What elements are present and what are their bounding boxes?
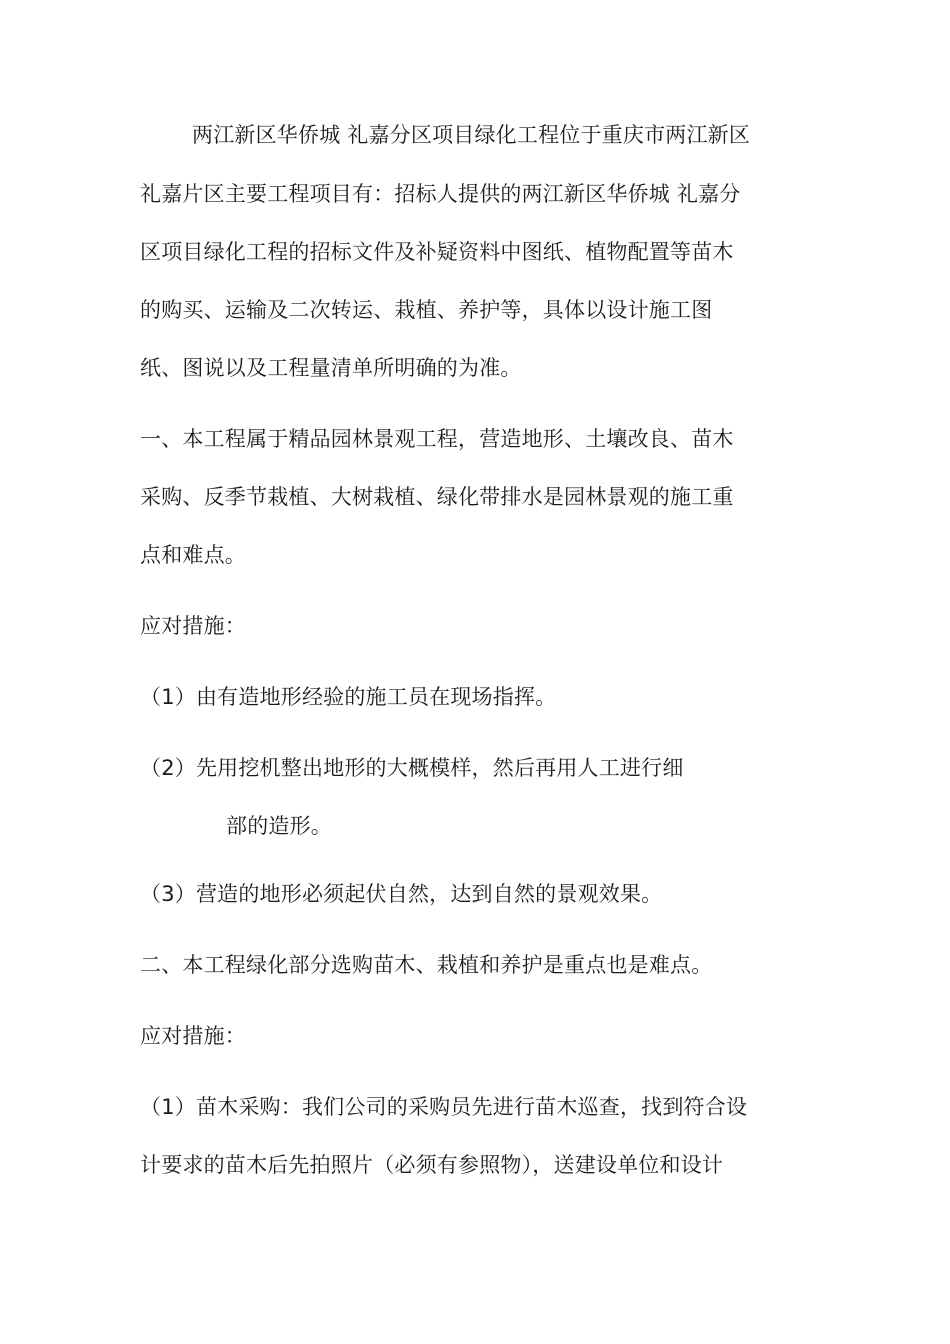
measure-1-2-line-1: （2）先用挖机整出地形的大概模样，然后再用人工进行细 xyxy=(140,756,684,780)
section-2-line-1: 二、本工程绿化部分选购苗木、栽植和养护是重点也是难点。 xyxy=(140,953,713,977)
paragraph-intro-line-4: 的购买、运输及二次转运、栽植、养护等，具体以设计施工图 xyxy=(140,298,713,322)
measure-1-3: （3）营造的地形必须起伏自然，达到自然的景观效果。 xyxy=(140,882,663,906)
section-1-line-1: 一、本工程属于精品园林景观工程，营造地形、土壤改良、苗木 xyxy=(140,427,734,451)
paragraph-intro-line-3: 区项目绿化工程的招标文件及补疑资料中图纸、植物配置等苗木 xyxy=(140,240,734,264)
measures-heading-1: 应对措施： xyxy=(140,614,246,638)
section-1-line-2: 采购、反季节栽植、大树栽植、绿化带排水是园林景观的施工重 xyxy=(140,485,734,509)
measure-2-1-line-1: （1）苗木采购：我们公司的采购员先进行苗木巡查，找到符合设 xyxy=(140,1095,748,1119)
measure-1-1: （1）由有造地形经验的施工员在现场指挥。 xyxy=(140,685,557,709)
paragraph-intro-line-1: 两江新区华侨城 礼嘉分区项目绿化工程位于重庆市两江新区 xyxy=(192,123,751,147)
section-1-line-3: 点和难点。 xyxy=(140,543,246,567)
measure-1-2-line-2: 部的造形。 xyxy=(226,814,332,838)
measures-heading-2: 应对措施： xyxy=(140,1024,246,1048)
measure-2-1-line-2: 计要求的苗木后先拍照片（必须有参照物），送建设单位和设计 xyxy=(140,1153,724,1177)
paragraph-intro-line-2: 礼嘉片区主要工程项目有：招标人提供的两江新区华侨城 礼嘉分 xyxy=(140,182,741,206)
paragraph-intro-line-5: 纸、图说以及工程量清单所明确的为准。 xyxy=(140,356,522,380)
